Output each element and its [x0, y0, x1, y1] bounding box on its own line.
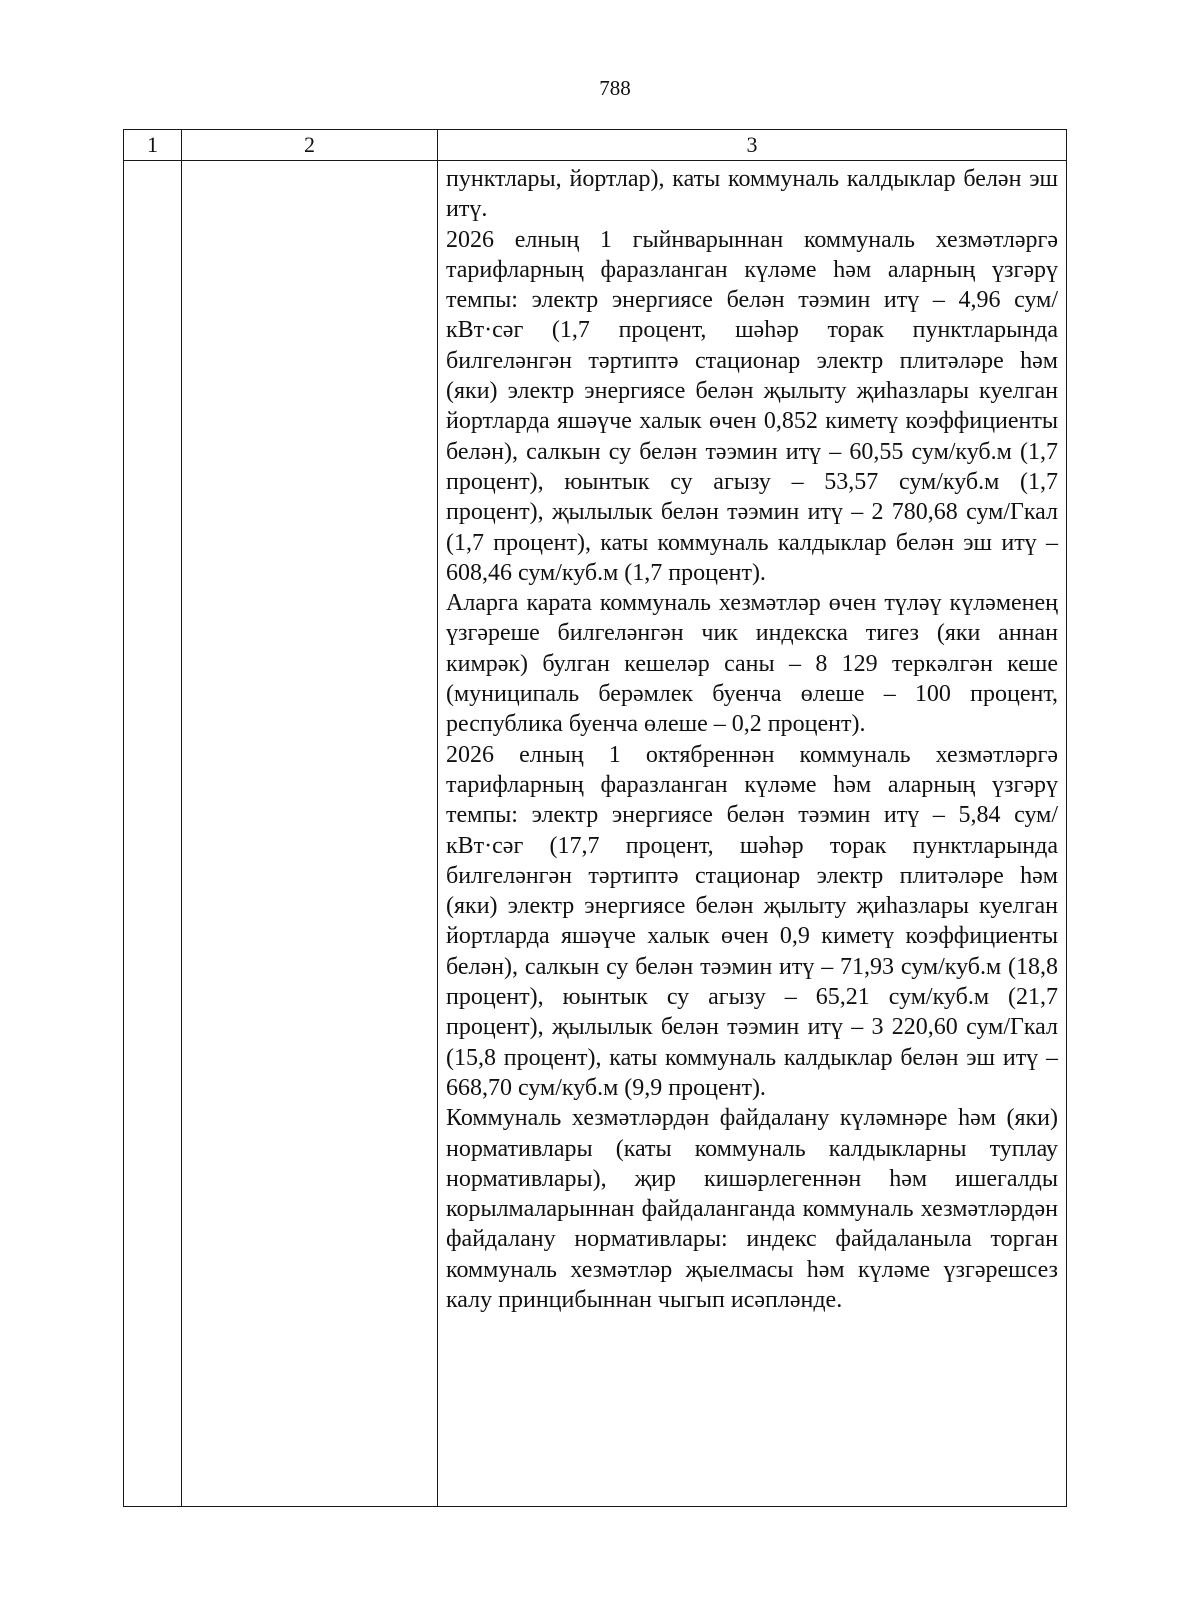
paragraph-tariffs-october: 2026 елның 1 октябреннән коммуналь хезмәтләргә тарифларның фаразланган күләме һәм аларның үзгәрү темпы: электр энергиясе белән тәэмин итү – 5,84 сум/кВт·сәг (17,7 процент, шәһәр торак пунктларында билгеләнгән тәртиптә стационар электр плитәләре һәм (яки) электр энергиясе белән җылыту җиһазлары куелган йортларда яшәүче халык өчен 0,9 киметү коэффициенты белән), салкын су белән тәэмин итү – 71,93 сум/куб.м (18,8 процент), юынтык су агызу – 65,21 сум/куб.м (21,7 процент), җылылык белән тәэмин итү – 3 220,60 сум/Гкал (15,8 процент), каты коммуналь калдыклар белән эш итү – 668,70 сум/куб.м (9,9 процент). — [446, 741, 1058, 1101]
table-cell-column-1 — [124, 161, 182, 1507]
column-header-1: 1 — [124, 130, 182, 161]
column-header-2: 2 — [182, 130, 438, 161]
table-row — [124, 161, 1067, 1507]
page-number: 788 — [599, 76, 631, 100]
cell-text-block — [438, 161, 1066, 1315]
paragraph-population-count: Аларга карата коммуналь хезмәтләр өчен түләү күләменең үзгәреше билгеләнгән чик индекска тигез (яки аннан кимрәк) булган кешеләр саны – 8 129 теркәлгән кеше (муниципаль берәмлек буенча өлеше – 100 процент, республика буенча өлеше – 0,2 процент). — [446, 590, 1058, 738]
document-table — [123, 129, 1067, 1507]
paragraph-continuation: пунктлары, йортлар), каты коммуналь калдыклар белән эш итү. — [446, 166, 1058, 223]
table-cell-column-2 — [182, 161, 438, 1507]
column-header-3: 3 — [438, 130, 1067, 161]
table-header-row — [124, 130, 1067, 161]
paragraph-tariffs-january: 2026 елның 1 гыйнварыннан коммуналь хезмәтләргә тарифларның фаразланган күләме һәм аларның үзгәрү темпы: электр энергиясе белән тәэмин итү – 4,96 сум/кВт·сәг (1,7 процент, шәһәр торак пунктларында билгеләнгән тәртиптә стационар электр плитәләре һәм (яки) электр энергиясе белән җылыту җиһазлары куелган йортларда яшәүче халык өчен 0,852 киметү коэффициенты белән), салкын су белән тәэмин итү – 60,55 сум/куб.м (1,7 процент), юынтык су агызу – 53,57 сум/куб.м (1,7 процент), җылылык белән тәэмин итү – 2 780,68 сум/Гкал (1,7 процент), каты коммуналь калдыклар белән эш итү – 608,46 сум/куб.м (1,7 процент). — [446, 226, 1058, 586]
paragraph-consumption-norms: Коммуналь хезмәтләрдән файдалану күләмнәре һәм (яки) нормативлары (каты коммуналь калдыкларны туплау нормативлары), җир кишәрлегеннән һәм ишегалды корылмаларыннан файдаланганда коммуналь хезмәтләрдән файдалану нормативлары: индекс файдаланыла торган коммуналь хезмәтләр җыелмасы һәм күләме үзгәрешсез калу принцибыннан чыгып исәпләнде. — [446, 1105, 1058, 1313]
table-cell-column-3 — [438, 161, 1067, 1507]
